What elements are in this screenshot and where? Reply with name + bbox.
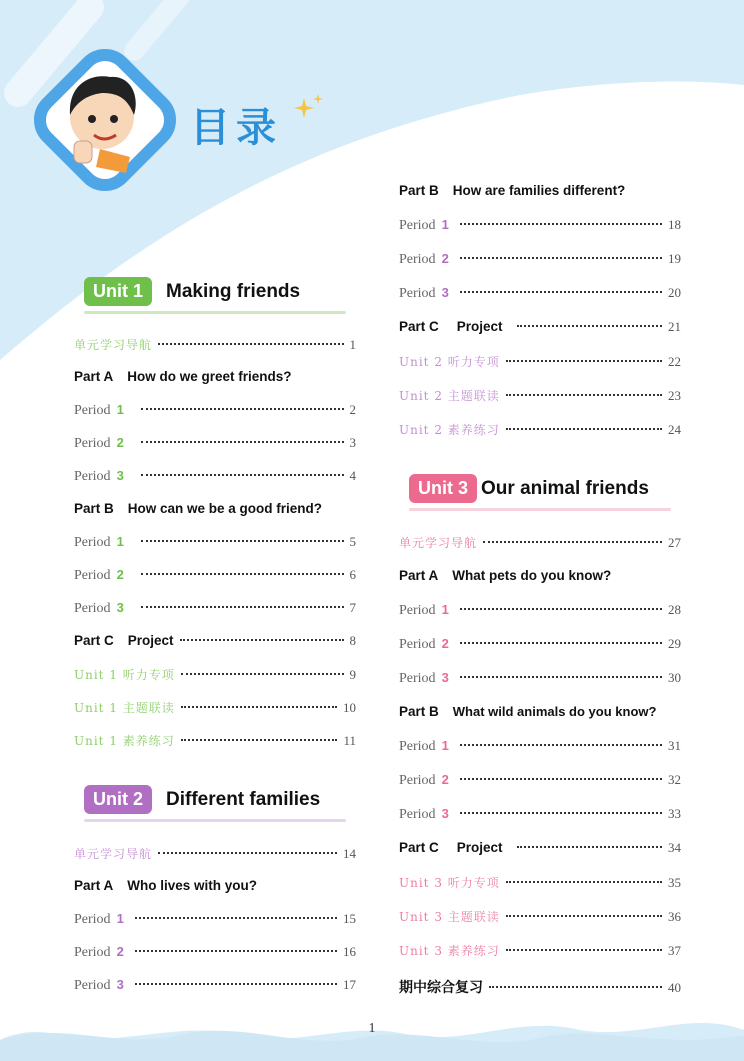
toc-entry-u3-listening[interactable]: Unit 3 听力专项 35 <box>399 875 681 890</box>
toc-entry-u2-part-c[interactable]: Part C Project 21 <box>399 319 681 334</box>
toc-entry-u2-b-period-1[interactable]: Period 1 18 <box>399 217 681 233</box>
page-number: 1 <box>368 1021 376 1036</box>
unit-3-badge: Unit 3 <box>409 474 477 503</box>
toc-entry-midterm-review[interactable]: 期中综合复习 40 <box>399 980 681 996</box>
toc-entry-u1-practice[interactable]: Unit 1 素养练习 11 <box>74 733 356 748</box>
toc-entry-u3-a-period-3[interactable]: Period 3 30 <box>399 670 681 686</box>
toc-entry-u1-nav[interactable]: 单元学习导航 1 <box>74 337 356 352</box>
toc-entry-u3-a-period-1[interactable]: Period 1 28 <box>399 602 681 618</box>
toc-entry-u1-b-period-2[interactable]: Period 2 6 <box>74 567 356 583</box>
toc-entry-u3-part-a[interactable]: Part A What pets do you know? <box>399 568 612 583</box>
toc-entry-u1-part-b[interactable]: Part B How can we be a good friend? <box>74 501 323 516</box>
unit-2-heading <box>84 785 320 814</box>
unit-1-badge: Unit 1 <box>84 277 152 306</box>
toc-entry-u1-listening[interactable]: Unit 1 听力专项 9 <box>74 667 356 682</box>
toc-entry-u2-practice[interactable]: Unit 2 素养练习 24 <box>399 422 681 437</box>
unit-2-badge: Unit 2 <box>84 785 152 814</box>
toc-entry-u3-b-period-3[interactable]: Period 3 33 <box>399 806 681 822</box>
unit-3-heading <box>409 474 649 503</box>
toc-entry-u3-part-b[interactable]: Part B What wild animals do you know? <box>399 704 657 719</box>
toc-entry-u2-a-period-2[interactable]: Period 2 16 <box>74 944 356 960</box>
toc-entry-u1-b-period-1[interactable]: Period 1 5 <box>74 534 356 550</box>
toc-entry-u2-a-period-1[interactable]: Period 1 15 <box>74 911 356 927</box>
toc-entry-u3-nav[interactable]: 单元学习导航 27 <box>399 535 681 550</box>
toc-entry-u2-b-period-3[interactable]: Period 3 20 <box>399 285 681 301</box>
toc-entry-u3-practice[interactable]: Unit 3 素养练习 37 <box>399 943 681 958</box>
toc-entry-u1-a-period-2[interactable]: Period 2 3 <box>74 435 356 451</box>
toc-entry-u3-part-c[interactable]: Part C Project 34 <box>399 840 681 855</box>
toc-entry-u1-a-period-3[interactable]: Period 3 4 <box>74 468 356 484</box>
toc-entry-u3-b-period-1[interactable]: Period 1 31 <box>399 738 681 754</box>
unit-2-underline <box>84 819 346 822</box>
unit-2-name: Different families <box>166 788 321 810</box>
toc-entry-u2-theme-reading[interactable]: Unit 2 主题联读 23 <box>399 388 681 403</box>
toc-entry-u2-listening[interactable]: Unit 2 听力专项 22 <box>399 354 681 369</box>
page-title: 目录 <box>190 105 282 151</box>
header <box>0 0 744 190</box>
toc-entry-u1-theme-reading[interactable]: Unit 1 主题联读 10 <box>74 700 356 715</box>
sparkle-icon <box>292 92 326 126</box>
toc-entry-u3-theme-reading[interactable]: Unit 3 主题联读 36 <box>399 909 681 924</box>
unit-1-name: Making friends <box>166 280 301 302</box>
toc-entry-u1-part-c[interactable]: Part C Project 8 <box>74 633 356 648</box>
unit-3-name: Our animal friends <box>481 477 649 499</box>
toc-entry-u2-nav[interactable]: 单元学习导航 14 <box>74 846 356 861</box>
unit-3-underline <box>409 508 671 511</box>
toc-entry-u3-a-period-2[interactable]: Period 2 29 <box>399 636 681 652</box>
unit-1-underline <box>84 311 346 314</box>
toc-entry-u1-b-period-3[interactable]: Period 3 7 <box>74 600 356 616</box>
toc-entry-u1-a-period-1[interactable]: Period 1 2 <box>74 402 356 418</box>
toc-entry-u2-part-a[interactable]: Part A Who lives with you? <box>74 878 258 893</box>
toc-entry-u2-a-period-3[interactable]: Period 3 17 <box>74 977 356 993</box>
toc-entry-u2-part-b[interactable]: Part B How are families different? <box>399 183 626 198</box>
mascot-boy-thumbs-up-icon <box>30 45 180 195</box>
toc-entry-u1-part-a[interactable]: Part A How do we greet friends? <box>74 369 292 384</box>
toc-entry-u2-b-period-2[interactable]: Period 2 19 <box>399 251 681 267</box>
unit-1-heading <box>84 277 300 306</box>
toc-entry-u3-b-period-2[interactable]: Period 2 32 <box>399 772 681 788</box>
